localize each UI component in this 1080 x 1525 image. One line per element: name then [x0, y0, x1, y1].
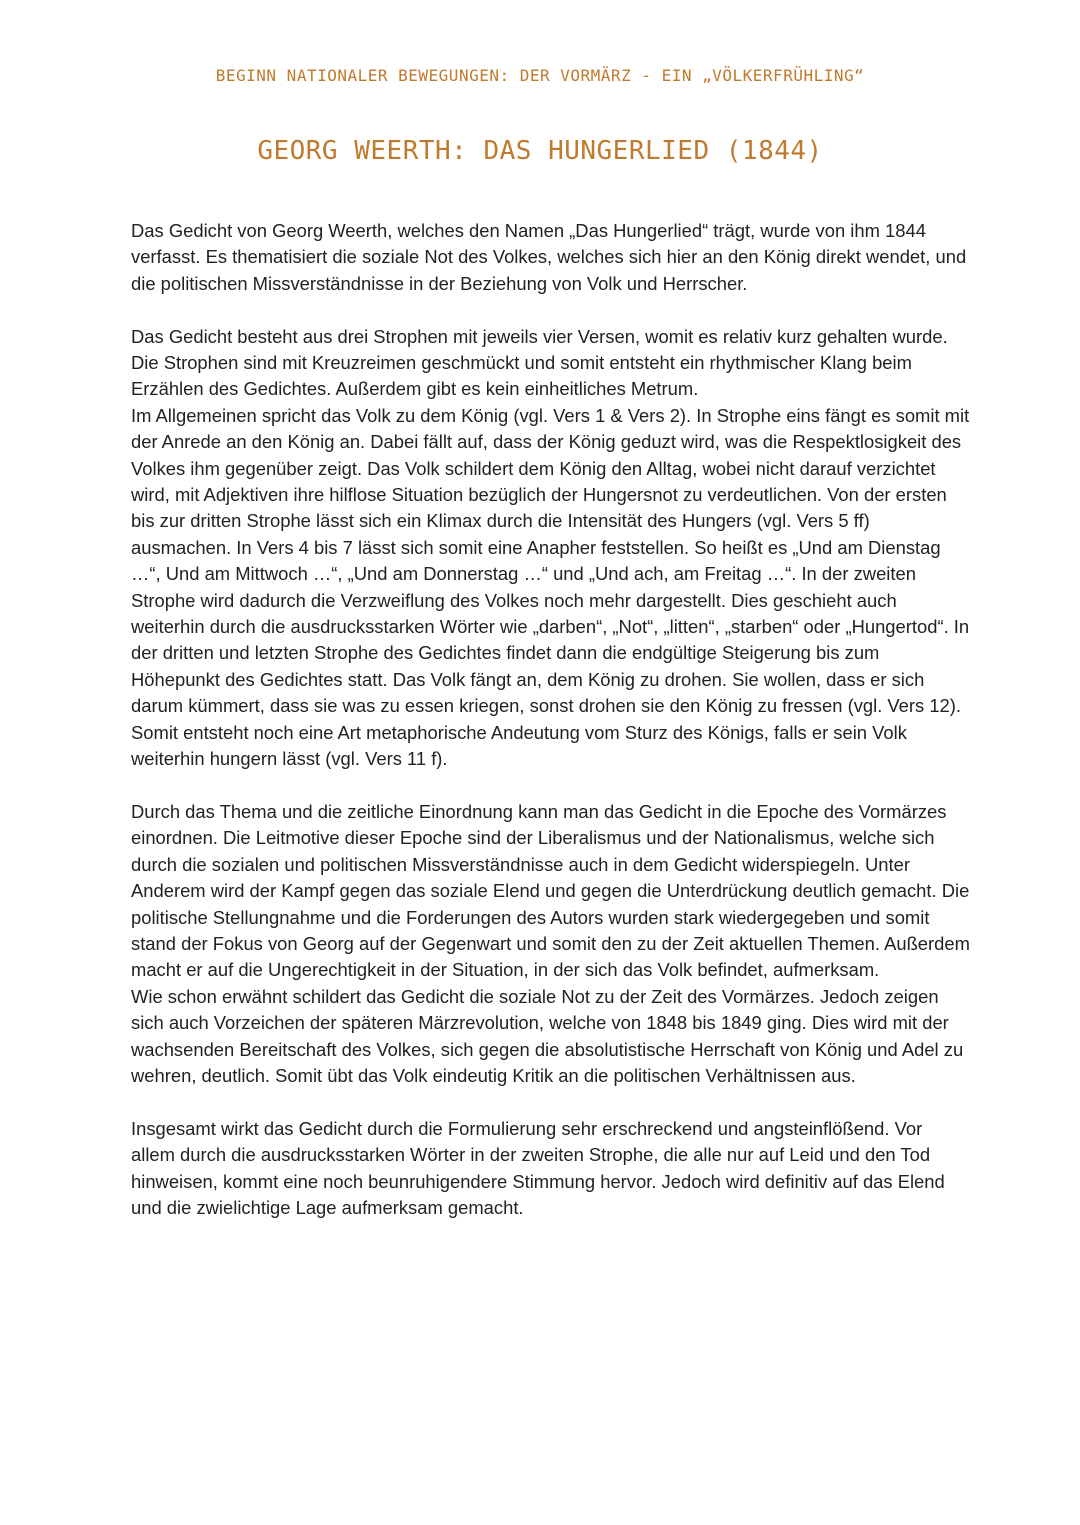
chapter-header: BEGINN NATIONALER BEWEGUNGEN: DER VORMÄRZ - EIN „VÖLKERFRÜHLING“ — [215, 66, 865, 85]
page-title: GEORG WEERTH: DAS HUNGERLIED (1844) — [257, 136, 823, 166]
paragraph-analysis: Im Allgemeinen spricht das Volk zu dem König (vgl. Vers 1 & Vers 2). In Strophe eins fängt es somit mit der Anrede an den König an. Dabei fällt auf, dass der König geduzt wird, was die Respektlosigkeit des Volkes ihm gegenüber zeigt. Das Volk schildert dem König den Alltag, wobei nicht darauf verzichtet wird, mit Adjektiven ihre hilflose Situation bezüglich der Hungersnot zu verdeutlichen. Von der ersten bis zur dritten Strophe lässt sich ein Klimax durch die Intensität des Hungers (vgl. Vers 5 ff) ausmachen. In Vers 4 bis 7 lässt sich somit eine Anapher feststellen. So heißt es „Und am Dienstag …“, Und am Mittwoch …“, „Und am Donnerstag …“ und „Und ach, am Freitag …“. In der zweiten Strophe wird dadurch die Verzweiflung des Volkes noch mehr dargestellt. Dies geschieht auch weiterhin durch die ausdrucksstarken Wörter wie „darben“, „Not“, „litten“, „starben“ oder „Hungertod“. In der dritten und letzten Strophe des Gedichtes findet dann die endgültige Steigerung bis zum Höhepunkt des Gedichtes statt. Das Volk fängt an, dem König zu drohen. Sie wollen, dass er sich darum kümmert, dass sie was zu essen kriegen, sonst drohen sie den König zu fressen (vgl. Vers 12). Somit entsteht noch eine Art metaphorische Andeutung vom Sturz des Königs, falls er sein Volk weiterhin hungern lässt (vgl. Vers 11 f). — [131, 404, 970, 770]
paragraph-form: Das Gedicht besteht aus drei Strophen mit jeweils vier Versen, womit es relativ kurz gehalten wurde. Die Strophen sind mit Kreuzreimen geschmückt und somit entsteht ein rhythmischer Klang beim Erzählen des Gedichtes. Außerdem gibt es kein einheitliches Metrum. — [131, 325, 948, 400]
paragraph-conclusion: Insgesamt wirkt das Gedicht durch die Formulierung sehr erschreckend und angsteinflößend. Vor allem durch die ausdrucksstarken Wörter in der zweiten Strophe, die alle nur auf Leid und den Tod hinweisen, kommt eine noch beunruhigendere Stimmung hervor. Jedoch wird definitiv auf das Elend und die zwielichtige Lage aufmerksam gemacht. — [131, 1117, 945, 1218]
paragraph-intro: Das Gedicht von Georg Weerth, welches den Namen „Das Hungerlied“ trägt, wurde von ihm 1844 verfasst. Es thematisiert die soziale Not des Volkes, welches sich hier an den König direkt wendet, und die politischen Missverständnisse in der Beziehung von Volk und Herrscher. — [131, 220, 967, 294]
document-body — [131, 218, 971, 1221]
paragraph-epoch: Durch das Thema und die zeitliche Einordnung kann man das Gedicht in die Epoche des Vormärzes einordnen. Die Leitmotive dieser Epoche sind der Liberalismus und der Nationalismus, welche sich durch die sozialen und politischen Missverständnisse auch in dem Gedicht widerspiegeln. Unter Anderem wird der Kampf gegen das soziale Elend und gegen die Unterdrückung deutlich gemacht. Die politische Stellungnahme und die Forderungen des Autors wurden stark wiedergegeben und somit stand der Fokus von Georg auf der Gegenwart und somit den zu der Zeit aktuellen Themen. Außerdem macht er auf die Ungerechtigkeit in der Situation, in der sich das Volk befindet, aufmerksam. — [131, 800, 970, 981]
paragraph-revolution: Wie schon erwähnt schildert das Gedicht die soziale Not zu der Zeit des Vormärzes. Jedoch zeigen sich auch Vorzeichen der späteren Märzrevolution, welche von 1848 bis 1849 ging. Dies wird mit der wachsenden Bereitschaft des Volkes, sich gegen die absolutistische Herrschaft von König und Adel zu wehren, deutlich. Somit übt das Volk eindeutig Kritik an die politischen Verhältnissen aus. — [131, 985, 964, 1086]
